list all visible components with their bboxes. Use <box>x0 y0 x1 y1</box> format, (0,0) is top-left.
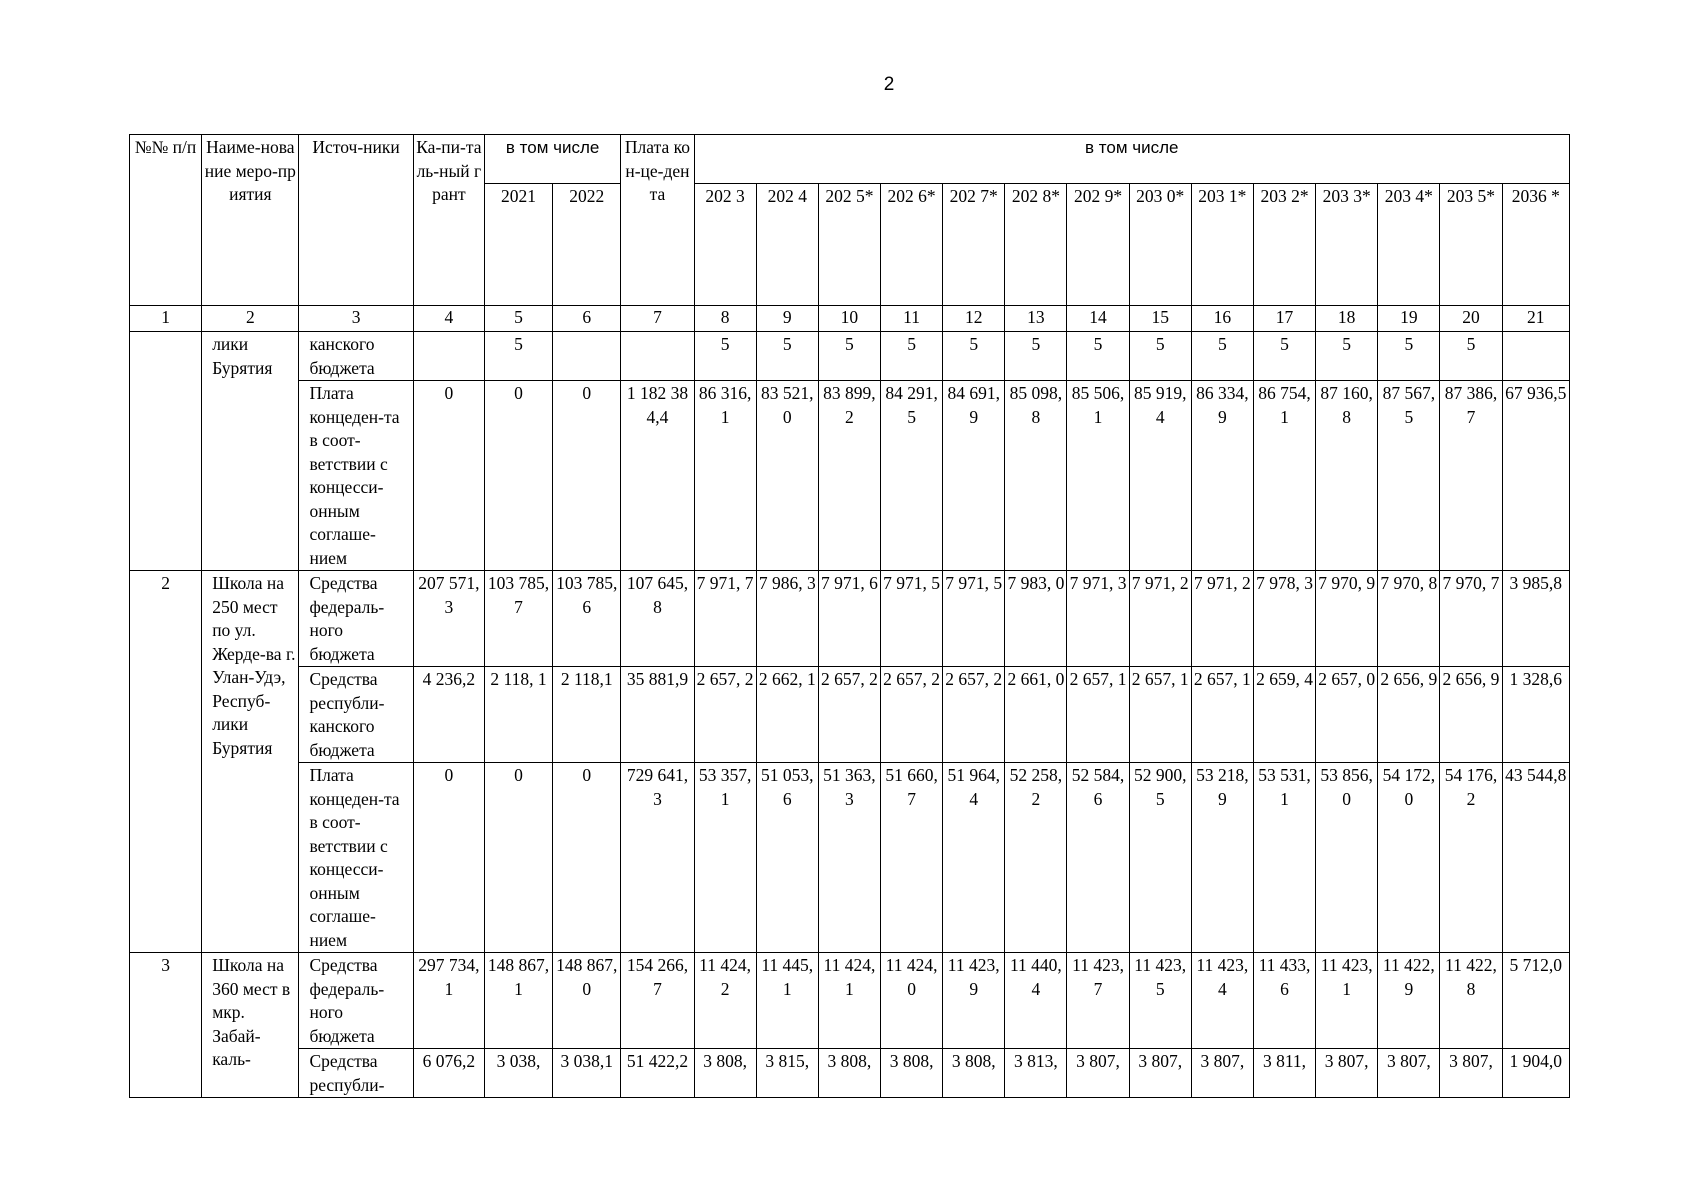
value-cell: 52 584, 6 <box>1067 763 1129 953</box>
value-cell: 5 <box>1191 332 1253 381</box>
value-cell: 86 334, 9 <box>1191 381 1253 571</box>
value-cell: 0 <box>553 763 621 953</box>
value-cell: 5 712,0 <box>1502 953 1569 1049</box>
column-number-cell: 5 <box>484 306 552 332</box>
value-cell: 4 236,2 <box>413 667 484 763</box>
value-cell: 7 978, 3 <box>1253 571 1315 667</box>
header-no: №№ п/п <box>130 135 202 306</box>
value-cell: 3 808, <box>881 1049 943 1098</box>
column-number-cell: 3 <box>299 306 413 332</box>
table-row <box>130 763 1570 953</box>
value-cell: 7 971, 2 <box>1191 571 1253 667</box>
value-cell: 2 118, 1 <box>484 667 552 763</box>
source-cell: Средства республи- <box>299 1049 413 1098</box>
value-cell: 148 867,0 <box>553 953 621 1049</box>
header-group-including-1: в том числе <box>484 135 620 184</box>
value-cell: 7 970, 9 <box>1316 571 1378 667</box>
value-cell: 3 807, <box>1191 1049 1253 1098</box>
value-cell: 84 291, 5 <box>881 381 943 571</box>
value-cell: 3 808, <box>694 1049 756 1098</box>
value-cell: 107 645,8 <box>621 571 694 667</box>
column-number-cell: 8 <box>694 306 756 332</box>
year-header: 2022 <box>553 184 621 306</box>
value-cell: 87 386, 7 <box>1440 381 1502 571</box>
year-header: 202 3 <box>694 184 756 306</box>
value-cell: 2 661, 0 <box>1005 667 1067 763</box>
value-cell: 3 807, <box>1067 1049 1129 1098</box>
year-header: 202 5* <box>818 184 880 306</box>
event-name-cell: Школа на 360 мест в мкр. Забай-каль- <box>202 953 299 1098</box>
value-cell: 5 <box>881 332 943 381</box>
value-cell: 0 <box>413 763 484 953</box>
value-cell: 87 567, 5 <box>1378 381 1440 571</box>
column-number-cell: 11 <box>881 306 943 332</box>
value-cell: 7 971, 5 <box>881 571 943 667</box>
source-cell: Средства федераль-ного бюджета <box>299 953 413 1049</box>
column-number-cell: 16 <box>1191 306 1253 332</box>
value-cell: 1 182 384,4 <box>621 381 694 571</box>
value-cell: 1 328,6 <box>1502 667 1569 763</box>
source-cell: Плата концеден-та в соот-ветствии с концесси-онным соглаше-нием <box>299 381 413 571</box>
value-cell: 5 <box>1253 332 1315 381</box>
value-cell: 729 641,3 <box>621 763 694 953</box>
value-cell: 84 691, 9 <box>943 381 1005 571</box>
value-cell: 3 808, <box>818 1049 880 1098</box>
header-source: Источ-ники <box>299 135 413 306</box>
value-cell: 5 <box>1378 332 1440 381</box>
value-cell: 51 363, 3 <box>818 763 880 953</box>
column-number-cell: 7 <box>621 306 694 332</box>
value-cell: 11 440, 4 <box>1005 953 1067 1049</box>
value-cell: 83 521, 0 <box>756 381 818 571</box>
value-cell: 2 657, 2 <box>881 667 943 763</box>
value-cell: 3 807, <box>1378 1049 1440 1098</box>
source-cell: Плата концеден-та в соот-ветствии с концесси-онным соглаше-нием <box>299 763 413 953</box>
value-cell: 297 734,1 <box>413 953 484 1049</box>
value-cell: 51 660, 7 <box>881 763 943 953</box>
value-cell: 2 657, 1 <box>1191 667 1253 763</box>
column-number-cell: 20 <box>1440 306 1502 332</box>
financing-table <box>129 134 1570 1098</box>
value-cell: 11 433, 6 <box>1253 953 1315 1049</box>
value-cell: 3 985,8 <box>1502 571 1569 667</box>
value-cell: 5 <box>1067 332 1129 381</box>
value-cell: 3 811, <box>1253 1049 1315 1098</box>
column-number-cell: 15 <box>1129 306 1191 332</box>
value-cell: 5 <box>1440 332 1502 381</box>
value-cell: 43 544,8 <box>1502 763 1569 953</box>
column-number-cell: 13 <box>1005 306 1067 332</box>
header-capital-grant: Ка-пи-таль-ный грант <box>413 135 484 306</box>
column-number-cell: 6 <box>553 306 621 332</box>
value-cell: 2 657, 1 <box>1129 667 1191 763</box>
value-cell: 3 807, <box>1316 1049 1378 1098</box>
column-number-cell: 17 <box>1253 306 1315 332</box>
value-cell: 6 076,2 <box>413 1049 484 1098</box>
value-cell: 5 <box>484 332 552 381</box>
value-cell: 7 971, 6 <box>818 571 880 667</box>
year-header: 203 3* <box>1316 184 1378 306</box>
value-cell: 3 038, <box>484 1049 552 1098</box>
header-row-1 <box>130 135 1570 184</box>
year-header: 203 5* <box>1440 184 1502 306</box>
value-cell: 2 657, 2 <box>943 667 1005 763</box>
column-number-cell: 21 <box>1502 306 1569 332</box>
value-cell: 0 <box>413 381 484 571</box>
value-cell: 2 657, 0 <box>1316 667 1378 763</box>
column-number-cell: 14 <box>1067 306 1129 332</box>
value-cell: 85 098, 8 <box>1005 381 1067 571</box>
table-row <box>130 667 1570 763</box>
value-cell: 5 <box>943 332 1005 381</box>
year-header: 202 6* <box>881 184 943 306</box>
value-cell: 3 815, <box>756 1049 818 1098</box>
column-number-cell: 4 <box>413 306 484 332</box>
column-number-cell: 19 <box>1378 306 1440 332</box>
value-cell: 53 218, 9 <box>1191 763 1253 953</box>
value-cell: 207 571,3 <box>413 571 484 667</box>
value-cell: 2 659, 4 <box>1253 667 1315 763</box>
value-cell: 35 881,9 <box>621 667 694 763</box>
value-cell: 3 813, <box>1005 1049 1067 1098</box>
value-cell: 0 <box>553 381 621 571</box>
value-cell: 11 424, 0 <box>881 953 943 1049</box>
year-header: 203 2* <box>1253 184 1315 306</box>
value-cell: 11 423, 9 <box>943 953 1005 1049</box>
value-cell: 11 424, 1 <box>818 953 880 1049</box>
value-cell: 1 904,0 <box>1502 1049 1569 1098</box>
value-cell: 2 656, 9 <box>1378 667 1440 763</box>
value-cell: 5 <box>1316 332 1378 381</box>
column-number-cell: 2 <box>202 306 299 332</box>
value-cell: 67 936,5 <box>1502 381 1569 571</box>
value-cell: 11 445, 1 <box>756 953 818 1049</box>
value-cell: 83 899, 2 <box>818 381 880 571</box>
value-cell: 53 357, 1 <box>694 763 756 953</box>
header-concession-fee: Плата кон-це-дента <box>621 135 694 306</box>
value-cell: 3 808, <box>943 1049 1005 1098</box>
value-cell: 7 971, 2 <box>1129 571 1191 667</box>
year-header: 203 0* <box>1129 184 1191 306</box>
row-number-cell <box>130 332 202 571</box>
value-cell: 2 657, 2 <box>694 667 756 763</box>
year-header: 2021 <box>484 184 552 306</box>
value-cell: 87 160, 8 <box>1316 381 1378 571</box>
value-cell: 7 971, 7 <box>694 571 756 667</box>
value-cell: 53 856, 0 <box>1316 763 1378 953</box>
value-cell: 2 657, 1 <box>1067 667 1129 763</box>
event-name-cell: Школа на 250 мест по ул. Жерде-ва г. Улан-Удэ, Респуб-лики Бурятия <box>202 571 299 953</box>
value-cell: 2 656, 9 <box>1440 667 1502 763</box>
value-cell: 86 754, 1 <box>1253 381 1315 571</box>
value-cell: 11 423, 1 <box>1316 953 1378 1049</box>
value-cell: 7 970, 7 <box>1440 571 1502 667</box>
value-cell: 103 785,6 <box>553 571 621 667</box>
value-cell: 85 919, 4 <box>1129 381 1191 571</box>
column-number-cell: 9 <box>756 306 818 332</box>
year-header: 2036 * <box>1502 184 1569 306</box>
table-row <box>130 381 1570 571</box>
value-cell <box>413 332 484 381</box>
table-row <box>130 953 1570 1049</box>
row-number-cell: 3 <box>130 953 202 1098</box>
value-cell: 148 867, 1 <box>484 953 552 1049</box>
value-cell: 2 662, 1 <box>756 667 818 763</box>
value-cell: 5 <box>818 332 880 381</box>
header-group-including-2: в том числе <box>694 135 1569 184</box>
header-name: Наиме-нование меро-приятия <box>202 135 299 306</box>
value-cell: 54 172, 0 <box>1378 763 1440 953</box>
value-cell: 3 807, <box>1129 1049 1191 1098</box>
value-cell: 54 176, 2 <box>1440 763 1502 953</box>
value-cell: 11 422, 8 <box>1440 953 1502 1049</box>
value-cell: 2 657, 2 <box>818 667 880 763</box>
year-header: 202 8* <box>1005 184 1067 306</box>
value-cell: 52 900, 5 <box>1129 763 1191 953</box>
value-cell: 86 316, 1 <box>694 381 756 571</box>
source-cell: Средства федераль-ного бюджета <box>299 571 413 667</box>
year-header: 202 7* <box>943 184 1005 306</box>
value-cell: 11 423, 7 <box>1067 953 1129 1049</box>
value-cell: 7 971, 5 <box>943 571 1005 667</box>
column-number-cell: 10 <box>818 306 880 332</box>
row-number-cell: 2 <box>130 571 202 953</box>
table-row <box>130 1049 1570 1098</box>
value-cell: 11 423, 4 <box>1191 953 1253 1049</box>
value-cell: 3 807, <box>1440 1049 1502 1098</box>
value-cell: 52 258, 2 <box>1005 763 1067 953</box>
value-cell: 11 422, 9 <box>1378 953 1440 1049</box>
value-cell: 0 <box>484 381 552 571</box>
column-number-cell: 12 <box>943 306 1005 332</box>
value-cell: 51 053, 6 <box>756 763 818 953</box>
value-cell: 7 970, 8 <box>1378 571 1440 667</box>
value-cell: 53 531, 1 <box>1253 763 1315 953</box>
value-cell: 103 785, 7 <box>484 571 552 667</box>
value-cell: 11 424, 2 <box>694 953 756 1049</box>
value-cell: 51 964, 4 <box>943 763 1005 953</box>
value-cell <box>1502 332 1569 381</box>
column-number-cell: 18 <box>1316 306 1378 332</box>
year-header: 202 9* <box>1067 184 1129 306</box>
value-cell: 85 506, 1 <box>1067 381 1129 571</box>
year-header: 203 1* <box>1191 184 1253 306</box>
column-number-cell: 1 <box>130 306 202 332</box>
column-numbers-row <box>130 306 1570 332</box>
event-name-cell: лики Бурятия <box>202 332 299 571</box>
value-cell: 5 <box>1005 332 1067 381</box>
source-cell: Средства республи-канского бюджета <box>299 667 413 763</box>
value-cell: 154 266,7 <box>621 953 694 1049</box>
source-cell: канского бюджета <box>299 332 413 381</box>
year-header: 202 4 <box>756 184 818 306</box>
value-cell: 5 <box>756 332 818 381</box>
value-cell: 0 <box>484 763 552 953</box>
value-cell <box>553 332 621 381</box>
value-cell: 7 983, 0 <box>1005 571 1067 667</box>
table-row <box>130 332 1570 381</box>
value-cell: 5 <box>1129 332 1191 381</box>
value-cell: 7 986, 3 <box>756 571 818 667</box>
year-header: 203 4* <box>1378 184 1440 306</box>
value-cell <box>621 332 694 381</box>
value-cell: 11 423, 5 <box>1129 953 1191 1049</box>
value-cell: 2 118,1 <box>553 667 621 763</box>
value-cell: 5 <box>694 332 756 381</box>
value-cell: 51 422,2 <box>621 1049 694 1098</box>
value-cell: 7 971, 3 <box>1067 571 1129 667</box>
table-row <box>130 571 1570 667</box>
value-cell: 3 038,1 <box>553 1049 621 1098</box>
page-number: 2 <box>883 74 895 95</box>
